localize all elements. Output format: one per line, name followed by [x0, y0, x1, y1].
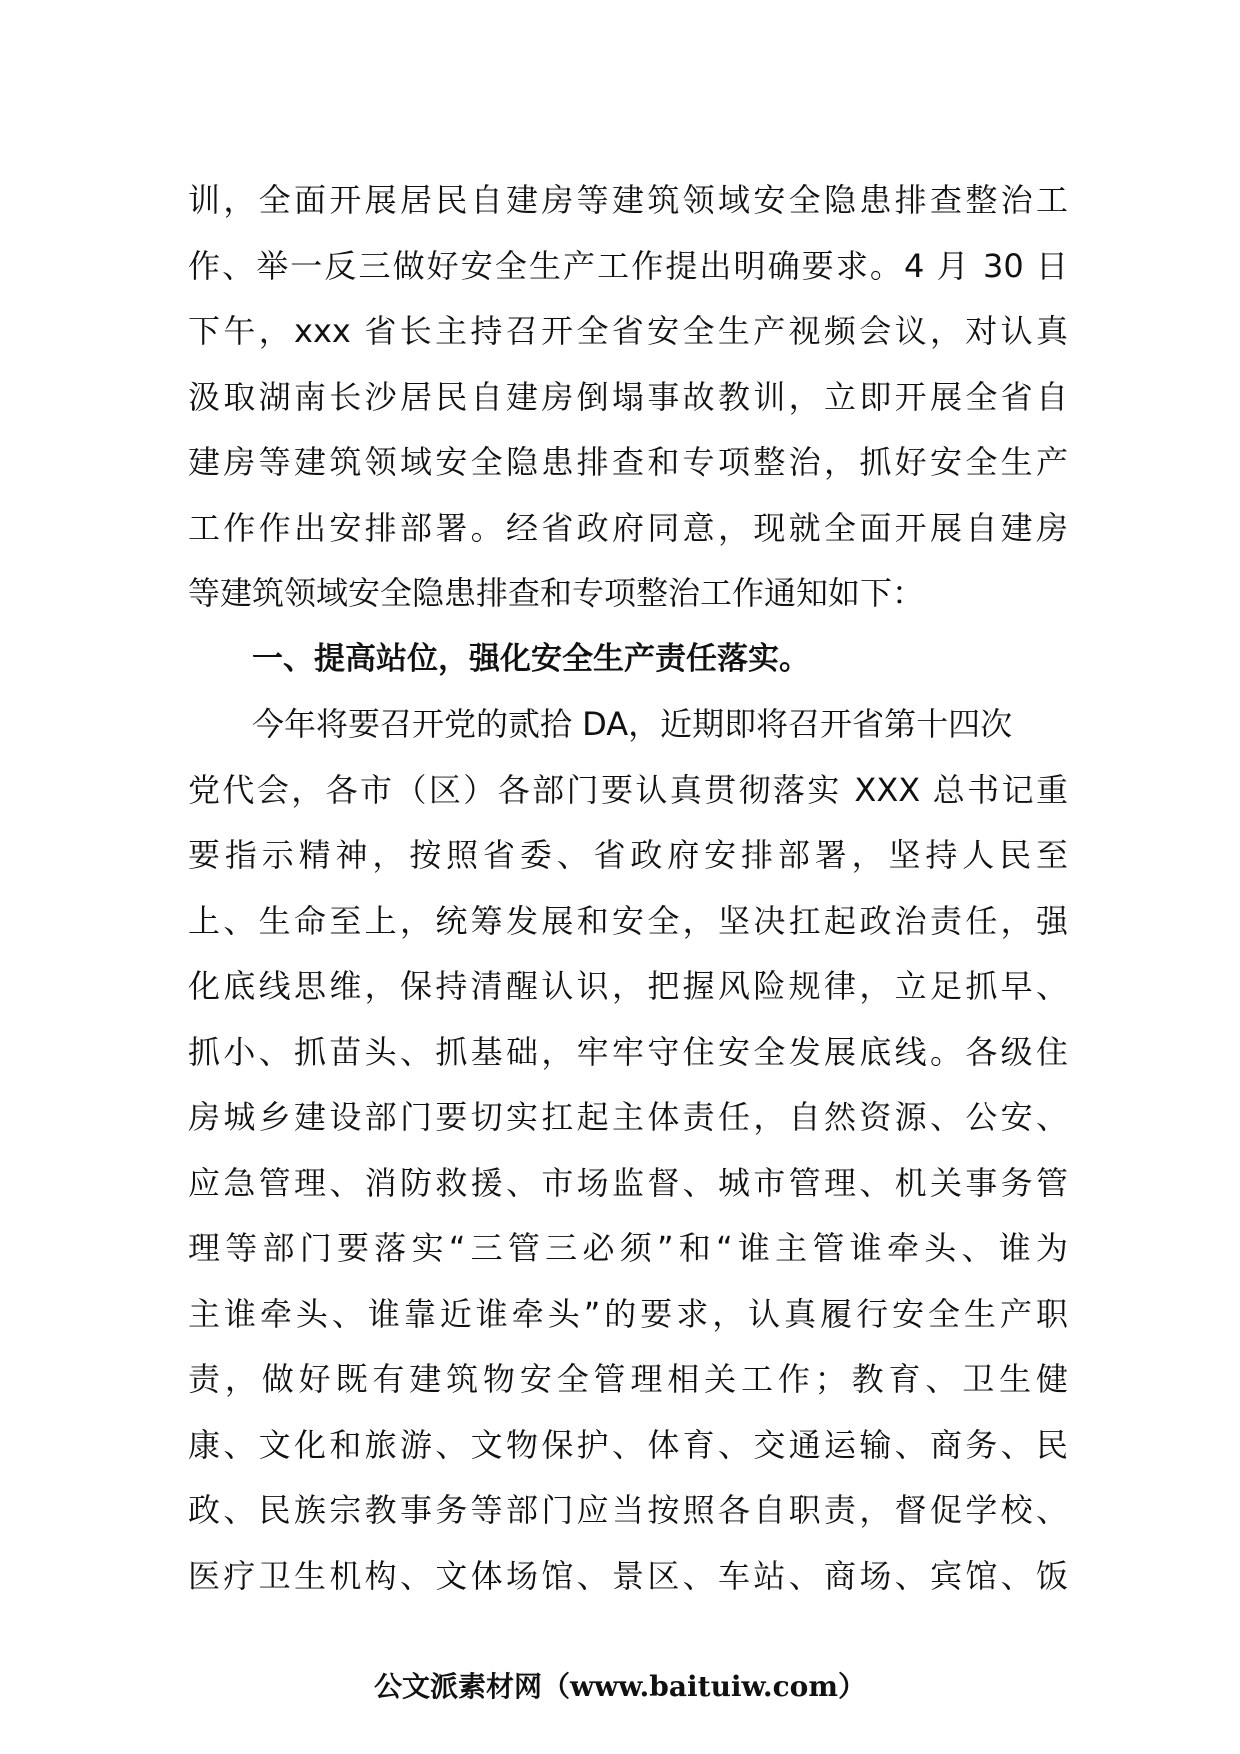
body-line: 下午，xxx 省长主持召开全省安全生产视频会议，对认真: [188, 312, 1068, 350]
body-line: 主谁牵头、谁靠近谁牵头”的要求，认真履行安全生产职: [188, 1294, 1068, 1333]
body-line: 等建筑领域安全隐患排查和专项整治工作通知如下：: [188, 574, 925, 612]
page-footer: 公文派素材网（www.baituiw.com）: [374, 1670, 866, 1703]
body-line: 训，全面开展居民自建房等建筑领域安全隐患排查整治工: [188, 181, 1068, 219]
body-line: 抓小、抓苗头、抓基础，牢牢守住安全发展底线。各级住: [188, 1032, 1068, 1071]
section-heading: 一、提高站位，强化安全生产责任落实。: [252, 640, 810, 677]
body-line: 房城乡建设部门要切实扛起主体责任，自然资源、公安、: [188, 1098, 1068, 1136]
body-line: 政、民族宗教事务等部门应当按照各自职责，督促学校、: [188, 1491, 1068, 1529]
body-line: 应急管理、消防救援、市场监督、城市管理、机关事务管: [188, 1163, 1068, 1202]
body-line: 上、生命至上，统筹发展和安全，坚决扛起政治责任，强: [188, 901, 1068, 940]
body-line: 党代会，各市（区）各部门要认真贯彻落实 XXX 总书记重: [188, 770, 1068, 809]
body-line: 汲取湖南长沙居民自建房倒塌事故教训，立即开展全省自: [188, 377, 1068, 416]
body-line: 工作作出安排部署。经省政府同意，现就全面开展自建房: [188, 508, 1068, 547]
body-line: 建房等建筑领域安全隐患排查和专项整治，抓好安全生产: [188, 443, 1068, 481]
body-line: 化底线思维，保持清醒认识，把握风险规律，立足抓早、: [188, 967, 1068, 1005]
body-line: 康、文化和旅游、文物保护、体育、交通运输、商务、民: [188, 1425, 1068, 1464]
body-line: 理等部门要落实“三管三必须”和“谁主管谁牵头、谁为: [188, 1229, 1068, 1267]
body-line: 今年将要召开党的贰拾 DA，近期即将召开省第十四次: [252, 705, 1013, 743]
body-line: 作、举一反三做好安全生产工作提出明确要求。4 月 30 日: [188, 246, 1068, 285]
document-body: [188, 168, 1068, 1609]
body-line: 责，做好既有建筑物安全管理相关工作；教育、卫生健: [188, 1360, 1068, 1398]
body-line: 医疗卫生机构、文体场馆、景区、车站、商场、宾馆、饭: [188, 1556, 1068, 1595]
body-line: 要指示精神，按照省委、省政府安排部署，坚持人民至: [188, 836, 1068, 874]
